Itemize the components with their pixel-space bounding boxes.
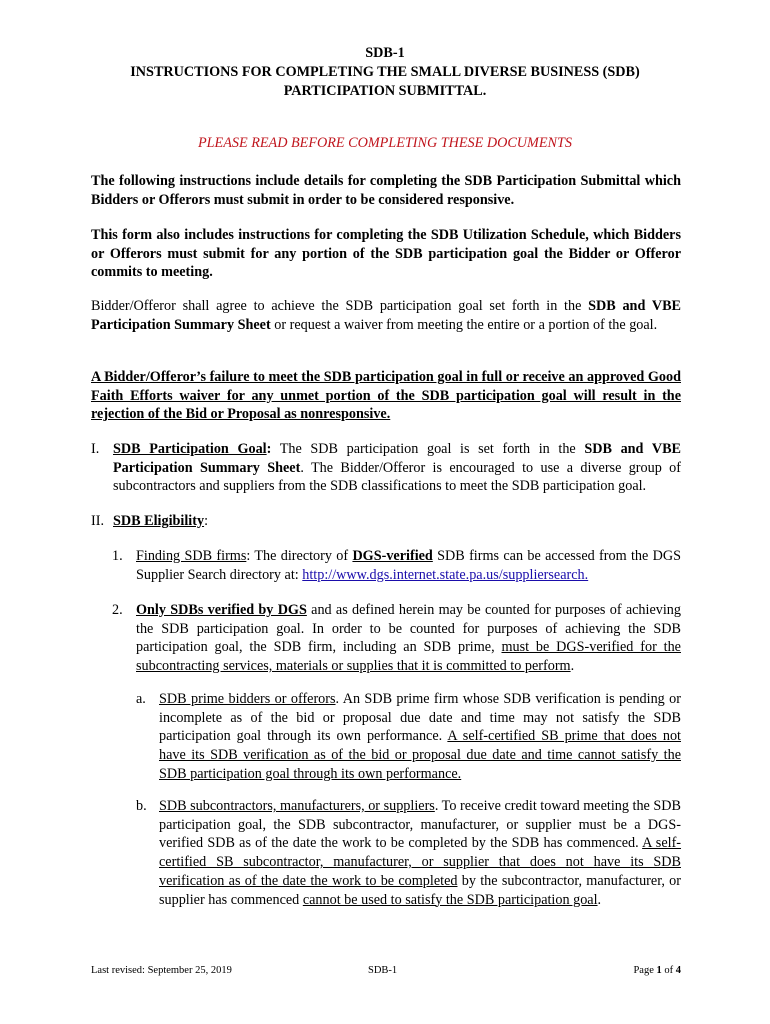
section2-numeral: II. — [91, 513, 104, 529]
item2-underline: must be DGS-verified for the subcontracting services, materials or supplies that it is committed to perform — [136, 639, 681, 675]
footer-page-total: 4 — [675, 965, 681, 976]
itemB-underline1: A self-certified SB subcontractor, manufacturer, or supplier that does not have its SDB verification as of the date the work to be completed — [159, 835, 682, 889]
intro-paragraph-2: This form also includes instructions for completing the SDB Utilization Schedule, which Bidders or Offerors must submit for any portion of the SDB participation goal the Bidder or Offeror commits to meeting. — [91, 227, 681, 281]
rejection-notice: A Bidder/Offeror’s failure to meet the SDB participation goal in full or receive an approved Good Faith Efforts waiver for any unmet portion of the SDB participation goal will result in the rejection of the Bid or Proposal as nonresponsive. — [91, 369, 681, 423]
item1-text-b: SDB firms can be accessed from the DGS Supplier Search directory at: — [136, 548, 681, 583]
form-code: SDB-1 — [365, 45, 405, 61]
supplier-search-link[interactable]: http://www.dgs.internet.state.pa.us/suppliersearch. — [302, 566, 589, 583]
footer-page-number — [633, 964, 681, 978]
itemA-text — [159, 690, 681, 784]
section2-heading: SDB Eligibility — [113, 513, 205, 529]
section2-heading-line — [113, 512, 208, 531]
item2-number: 2. — [112, 602, 123, 618]
section1-text-b: . The Bidder/Offeror is encouraged to use a diverse group of subcontractors and suppliers from the SDB classifications to meet the SDB participation goal. — [113, 459, 681, 495]
itemB-letter: b. — [136, 798, 147, 814]
item2-text-a: and as defined herein may be counted for purposes of achieving the SDB participation goal. In order to be counted for purposes of achieving the SDB participation goal, the SDB firm, including an SDB prime, — [136, 602, 681, 656]
item1-number: 1. — [112, 548, 123, 564]
document-title-line1: INSTRUCTIONS FOR COMPLETING THE SMALL DIVERSE BUSINESS (SDB) — [130, 64, 640, 80]
section1-numeral: I. — [91, 441, 100, 457]
itemA-label: SDB prime bidders or offerors — [159, 691, 336, 707]
section2-colon: : — [204, 513, 209, 529]
item1-label: Finding SDB firms — [136, 548, 247, 564]
footer-of-word: of — [661, 965, 676, 976]
section1-text-a: The SDB participation goal is set forth in the — [271, 441, 585, 457]
section1-heading: SDB Participation Goal — [113, 441, 267, 457]
para3-text-b: or request a waiver from meeting the entire or a portion of the goal. — [270, 316, 658, 333]
itemB-underline2: cannot be used to satisfy the SDB participation goal — [302, 891, 598, 908]
itemB-text-c: . — [597, 891, 602, 908]
itemA-text-a: . An SDB prime firm whose SDB verification is pending or incomplete as of the bid or proposal due date and time may not satisfy the SDB participation goal through its own performance. — [159, 691, 681, 745]
itemB-text-a: . To receive credit toward meeting the SDB participation goal, the SDB subcontractor, manufacturer, or supplier must be a DGS-verified SDB as of the date the work to be completed by the SDB has commenced. — [159, 798, 681, 852]
itemA-letter: a. — [136, 691, 146, 707]
section1-colon: : — [266, 441, 272, 457]
section1-bold: SDB and VBE Participation Summary Sheet — [113, 441, 681, 476]
item2-text-b: . — [570, 658, 575, 675]
intro-paragraph-1: The following instructions include details for completing the SDB Participation Submittal which Bidders or Offerors must submit in order to be considered responsive. — [91, 173, 681, 208]
footer-revised-date: Last revised: September 25, 2019 — [91, 965, 232, 976]
itemB-label: SDB subcontractors, manufacturers, or suppliers — [159, 798, 435, 814]
para3-bold: SDB and VBE Participation Summary Sheet — [91, 298, 681, 333]
itemB-text-b: by the subcontractor, manufacturer, or supplier has commenced — [159, 872, 681, 908]
read-before-warning: PLEASE READ BEFORE COMPLETING THESE DOCUMENTS — [198, 135, 572, 151]
document-title-line2: PARTICIPATION SUBMITTAL. — [283, 83, 487, 99]
item1-text — [136, 547, 681, 584]
section1-text — [113, 440, 681, 496]
footer-page-word: Page — [633, 965, 657, 976]
itemA-underline: A self-certified SB prime that does not have its SDB verification as of the bid or proposal due date and time cannot satisfy the SDB participation goal through its own performance. — [159, 728, 681, 782]
item1-text-a: : The directory of — [246, 548, 353, 564]
para3-text-a: Bidder/Offeror shall agree to achieve the SDB participation goal set forth in the — [91, 298, 589, 314]
footer-form-code: SDB-1 — [368, 965, 398, 976]
footer-page-current: 1 — [656, 965, 662, 976]
item2-label: Only SDBs verified by DGS — [136, 602, 307, 618]
item2-text — [136, 601, 681, 676]
item1-bold: DGS-verified — [352, 548, 433, 564]
itemB-text — [159, 797, 681, 909]
intro-paragraph-3 — [91, 297, 681, 334]
